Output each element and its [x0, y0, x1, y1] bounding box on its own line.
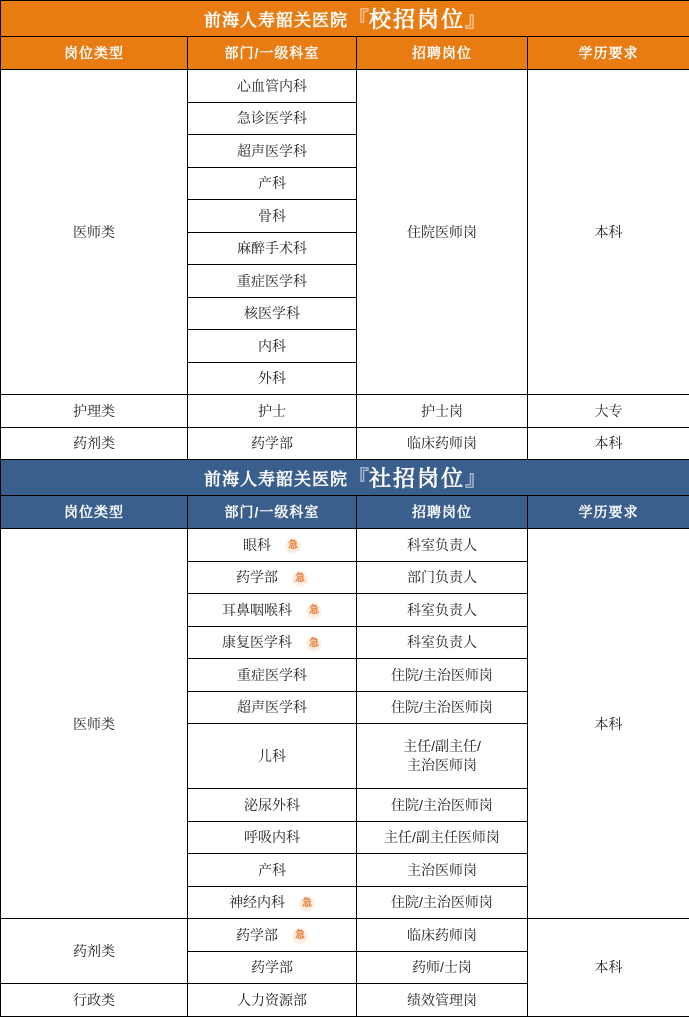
department-text: 康复医学科: [222, 634, 292, 650]
urgent-icon: 急: [292, 928, 308, 944]
category-cell: [1, 984, 188, 1017]
education-text: 本科: [595, 435, 623, 451]
department-cell: [188, 102, 357, 135]
department-text: 重症医学科: [237, 667, 307, 683]
department-cell: [188, 561, 357, 594]
position-cell: [357, 854, 528, 887]
column-header-department: 部门/一级科室: [188, 37, 357, 70]
position-cell: [357, 561, 528, 594]
section-title-social-recruitment: [1, 460, 689, 496]
department-cell: [188, 135, 357, 168]
section-title-campus-recruitment: [1, 1, 689, 37]
hospital-name: 前海人寿韶关医院: [204, 470, 348, 489]
position-text: 主治医师岗: [407, 862, 477, 878]
department-text: 超声医学科: [237, 143, 307, 159]
department-cell: [188, 265, 357, 298]
category-cell: [1, 70, 188, 395]
department-cell: [188, 691, 357, 724]
bracket-open: 『: [348, 468, 369, 491]
column-header-category: 岗位类型: [1, 496, 188, 529]
position-text: 临床药师岗: [407, 927, 477, 943]
department-cell: [188, 529, 357, 562]
table-row: [1, 919, 689, 952]
position-cell: [357, 951, 528, 984]
department-text: 外科: [258, 370, 286, 386]
education-cell: [528, 395, 689, 428]
section-title-emphasis: 社招岗位: [369, 466, 465, 491]
department-cell: [188, 789, 357, 822]
department-text: 产科: [258, 862, 286, 878]
department-text: 儿科: [258, 748, 286, 764]
department-cell: [188, 919, 357, 952]
position-cell: [357, 691, 528, 724]
hospital-name: 前海人寿韶关医院: [204, 11, 348, 30]
urgent-icon: 急: [292, 571, 308, 587]
education-text: 本科: [595, 224, 623, 240]
category-text: 护理类: [73, 403, 115, 419]
column-header-position: 招聘岗位: [357, 37, 528, 70]
department-text: 护士: [258, 403, 286, 419]
department-text: 超声医学科: [237, 699, 307, 715]
position-cell: [357, 427, 528, 460]
recruitment-table-body: [1, 1, 689, 1017]
department-text: 产科: [258, 175, 286, 191]
department-text: 重症医学科: [237, 273, 307, 289]
position-text: 绩效管理岗: [407, 992, 477, 1008]
position-text: 住院/主治医师岗: [391, 667, 493, 683]
column-header-category: 岗位类型: [1, 37, 188, 70]
education-text: 本科: [595, 959, 623, 975]
position-text: 部门负责人: [407, 569, 477, 585]
department-text: 药学部: [236, 569, 278, 585]
department-text: 泌尿外科: [244, 797, 300, 813]
column-header-position: 招聘岗位: [357, 496, 528, 529]
column-header-department: 部门/一级科室: [188, 496, 357, 529]
position-text: 住院/主治医师岗: [391, 797, 493, 813]
position-cell: [357, 626, 528, 659]
position-cell: [357, 886, 528, 919]
category-cell: [1, 919, 188, 984]
position-cell: [357, 659, 528, 692]
education-cell: [528, 919, 689, 1017]
position-text: 住院医师岗: [407, 224, 477, 240]
department-text: 麻醉手术科: [237, 240, 307, 256]
education-cell: [528, 427, 689, 460]
urgent-icon: 急: [306, 636, 322, 652]
position-cell: [357, 395, 528, 428]
category-text: 药剂类: [73, 435, 115, 451]
department-text: 急诊医学科: [237, 110, 307, 126]
education-cell: [528, 529, 689, 919]
category-text: 医师类: [73, 224, 115, 240]
section-title-emphasis: 校招岗位: [369, 7, 465, 32]
department-text: 药学部: [236, 927, 278, 943]
department-cell: [188, 200, 357, 233]
education-cell: [528, 70, 689, 395]
department-cell: [188, 854, 357, 887]
department-text: 骨科: [258, 208, 286, 224]
department-cell: [188, 395, 357, 428]
department-cell: [188, 330, 357, 363]
department-text: 眼科: [243, 537, 271, 553]
department-text: 药学部: [251, 959, 293, 975]
position-text: 科室负责人: [407, 634, 477, 650]
position-cell: [357, 529, 528, 562]
department-cell: [188, 886, 357, 919]
department-cell: [188, 594, 357, 627]
position-text: 住院/主治医师岗: [391, 699, 493, 715]
department-cell: [188, 70, 357, 103]
position-cell: [357, 724, 528, 789]
department-cell: [188, 427, 357, 460]
column-header-education: 学历要求: [528, 496, 689, 529]
department-text: 神经内科: [229, 894, 285, 910]
position-cell: [357, 984, 528, 1017]
position-cell: [357, 70, 528, 395]
department-cell: [188, 724, 357, 789]
category-cell: [1, 395, 188, 428]
department-text: 药学部: [251, 435, 293, 451]
position-cell: [357, 919, 528, 952]
bracket-close: 』: [465, 9, 486, 32]
bracket-open: 『: [348, 9, 369, 32]
education-text: 本科: [595, 716, 623, 732]
position-cell: [357, 594, 528, 627]
department-cell: [188, 167, 357, 200]
table-row: [1, 70, 689, 103]
department-cell: [188, 626, 357, 659]
urgent-icon: 急: [306, 603, 322, 619]
position-text: 临床药师岗: [407, 435, 477, 451]
category-text: 医师类: [73, 716, 115, 732]
department-cell: [188, 951, 357, 984]
department-cell: [188, 362, 357, 395]
education-text: 大专: [595, 403, 623, 419]
category-cell: [1, 529, 188, 919]
department-cell: [188, 821, 357, 854]
department-text: 内科: [258, 338, 286, 354]
urgent-icon: 急: [299, 896, 315, 912]
department-cell: [188, 232, 357, 265]
category-cell: [1, 427, 188, 460]
department-text: 心血管内科: [237, 78, 307, 94]
bracket-close: 』: [465, 468, 486, 491]
category-text: 药剂类: [73, 943, 115, 959]
position-text: 科室负责人: [407, 537, 477, 553]
urgent-icon: 急: [285, 538, 301, 554]
position-text-line: 主治医师岗: [359, 756, 525, 775]
department-cell: [188, 297, 357, 330]
column-header-education: 学历要求: [528, 37, 689, 70]
table-row: [1, 529, 689, 562]
position-text-line: 主任/副主任/: [359, 737, 525, 756]
position-text: 科室负责人: [407, 602, 477, 618]
table-row: [1, 427, 689, 460]
position-text: 住院/主治医师岗: [391, 894, 493, 910]
department-text: 呼吸内科: [244, 829, 300, 845]
department-cell: [188, 659, 357, 692]
position-text: 护士岗: [421, 403, 463, 419]
department-text: 耳鼻咽喉科: [222, 602, 292, 618]
position-text: 药师/士岗: [412, 959, 472, 975]
category-text: 行政类: [73, 992, 115, 1008]
position-cell: [357, 821, 528, 854]
department-text: 核医学科: [244, 305, 300, 321]
department-text: 人力资源部: [237, 992, 307, 1008]
position-cell: [357, 789, 528, 822]
table-row: [1, 395, 689, 428]
position-text: 主任/副主任医师岗: [384, 829, 500, 845]
department-cell: [188, 984, 357, 1017]
